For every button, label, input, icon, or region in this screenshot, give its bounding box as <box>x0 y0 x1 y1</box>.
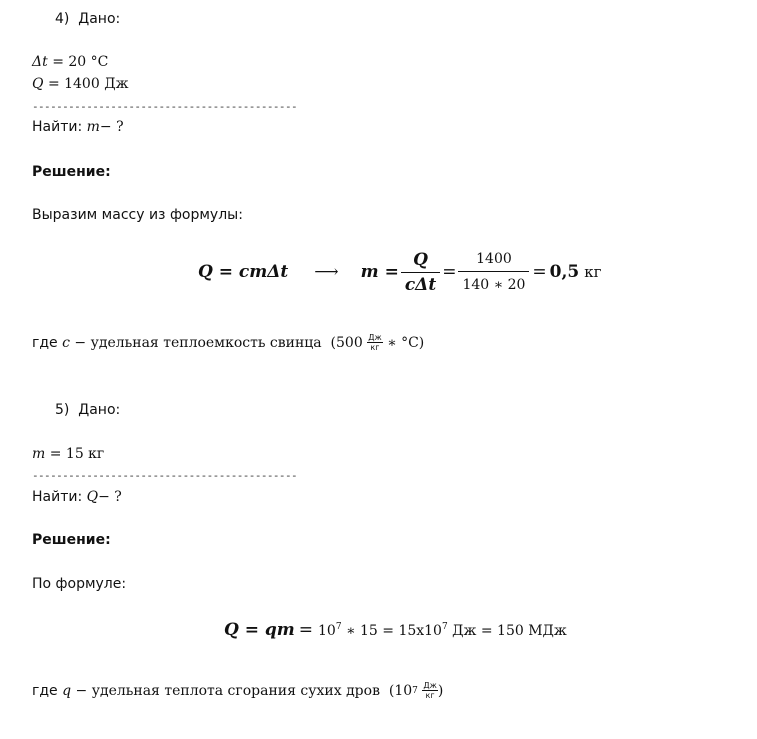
where-description: − удельная теплота сгорания сухих дров <box>75 682 380 699</box>
problem-number: 5) <box>55 402 70 418</box>
fraction-numeric <box>458 251 529 293</box>
power-base: 10 <box>318 623 336 639</box>
equals-sign-2: = <box>532 262 547 282</box>
fraction-q-over-cdt <box>401 250 440 295</box>
separator-line: -------------------------------------------- <box>32 469 297 482</box>
formula-intro: По формуле: <box>32 576 127 592</box>
delta-t-value: = 20 °C <box>52 54 109 70</box>
equals-sign: = <box>442 262 457 282</box>
given-delta-t <box>32 54 108 70</box>
problem-5-header <box>55 402 120 418</box>
unit-fraction <box>367 333 382 352</box>
find-variable: Q <box>86 489 99 505</box>
where-prefix: где <box>32 334 58 351</box>
where-value-close: ∗ °C) <box>387 334 425 351</box>
formula-heat-combustion <box>224 620 567 640</box>
unit-numerator: Дж <box>423 681 437 690</box>
find-label: Найти: <box>32 119 83 135</box>
formula-m-equals: m = <box>360 262 399 282</box>
unit-fraction <box>422 681 437 700</box>
formula-result: Дж = 150 МДж <box>452 623 567 639</box>
where-variable: c <box>62 334 70 351</box>
find-line <box>32 119 124 135</box>
power-exponent-2: 7 <box>441 622 448 632</box>
formula-numeric-chain <box>318 623 567 639</box>
equals-sign: = <box>298 620 314 640</box>
problem-4-header <box>55 11 120 27</box>
unit-numerator: Дж <box>368 333 382 342</box>
result-unit: кг <box>584 263 602 281</box>
separator-line: -------------------------------------------- <box>32 100 297 113</box>
unit-denominator: кг <box>367 342 382 352</box>
problem-number: 4) <box>55 11 70 27</box>
formula-q-equals-qm: Q = qm <box>224 620 295 640</box>
express-text: Выразим массу из формулы: <box>32 207 243 223</box>
find-variable: m <box>86 119 100 135</box>
find-question: − ? <box>99 119 124 135</box>
numeric-denominator: 140 ∗ 20 <box>458 271 529 293</box>
result-value: 0,5 <box>549 262 580 282</box>
unit-denominator: кг <box>422 690 437 700</box>
heat-value: = 1400 Дж <box>47 76 129 92</box>
power-exponent: 7 <box>335 622 342 632</box>
given-label: Дано: <box>78 402 121 418</box>
given-mass <box>32 446 104 462</box>
where-prefix: где <box>32 682 58 699</box>
where-value-close: ) <box>437 682 444 699</box>
where-value-open: (500 <box>330 334 363 351</box>
find-question: − ? <box>98 489 122 505</box>
where-line-4 <box>32 333 424 352</box>
find-label: Найти: <box>32 489 83 505</box>
delta-t-variable: Δt <box>32 54 48 70</box>
mass-value: = 15 кг <box>49 446 105 462</box>
given-label: Дано: <box>78 11 121 27</box>
heat-variable: Q <box>32 76 44 92</box>
fraction-numerator: Q <box>413 249 428 270</box>
formula-middle: ∗ 15 = 15x10 <box>346 623 442 639</box>
given-heat <box>32 76 128 92</box>
solution-label: Решение: <box>32 532 111 548</box>
formula-heat-equation: Q = cmΔt <box>198 262 289 282</box>
where-description: − удельная теплоемкость свинца <box>74 334 322 351</box>
formula-mass <box>198 248 601 296</box>
mass-variable: m <box>32 446 46 462</box>
where-line-5: где q − удельная теплота сгорания сухих дров (10 7 $\frac{Дж}{кг}$ ) <box>32 681 444 700</box>
solution-label: Решение: <box>32 164 111 180</box>
numeric-numerator: 1400 <box>476 251 512 267</box>
where-variable: q <box>62 682 72 699</box>
where-value-open: (10 <box>388 682 413 699</box>
find-line <box>32 489 122 505</box>
arrow-icon: ⟶ <box>314 262 339 282</box>
fraction-denominator: cΔt <box>401 272 440 295</box>
